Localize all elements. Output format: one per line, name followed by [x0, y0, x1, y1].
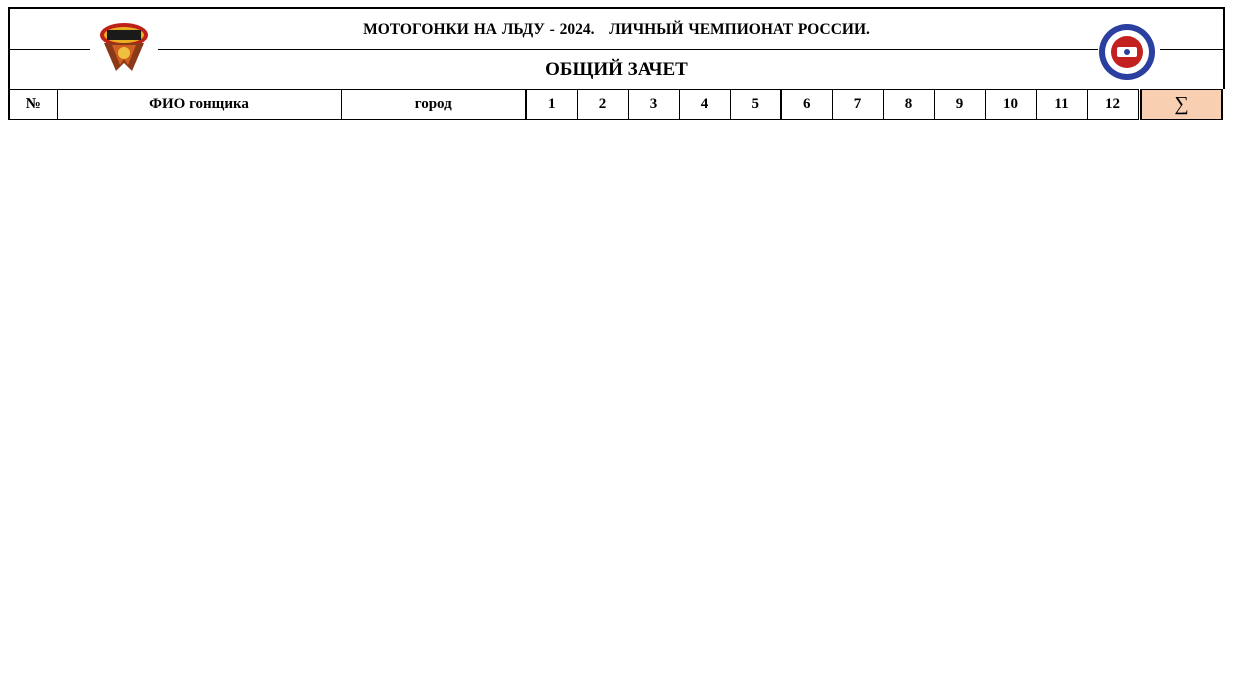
col-header-stage-10: 10 [985, 90, 1036, 120]
col-header-no: № [9, 90, 57, 120]
header-rule-right [1160, 49, 1223, 50]
col-header-name: ФИО гонщика [57, 90, 341, 120]
col-header-stage-7: 7 [832, 90, 883, 120]
col-header-stage-11: 11 [1036, 90, 1087, 120]
col-header-stage-4: 4 [679, 90, 730, 120]
col-header-stage-3: 3 [628, 90, 679, 120]
header-banner [8, 7, 1225, 89]
header-row [9, 90, 1222, 120]
col-header-stage-9: 9 [934, 90, 985, 120]
col-header-stage-1: 1 [526, 90, 577, 120]
standings-sheet [8, 7, 1223, 680]
col-header-sum: ∑ [1141, 90, 1222, 120]
header-rule-left [10, 49, 90, 50]
header-rule-middle [158, 49, 1098, 50]
col-header-stage-8: 8 [883, 90, 934, 120]
col-header-stage-2: 2 [577, 90, 628, 120]
col-header-stage-6: 6 [781, 90, 832, 120]
standings-table [8, 89, 1223, 120]
championship-title: МОТОГОНКИ НА ЛЬДУ - 2024. ЛИЧНЫЙ ЧЕМПИОНАТ РОССИИ. [363, 21, 870, 38]
col-header-stage-12: 12 [1087, 90, 1138, 120]
col-header-stage-5: 5 [730, 90, 781, 120]
standings-subtitle: ОБЩИЙ ЗАЧЕТ [545, 59, 688, 80]
col-header-city: город [341, 90, 526, 120]
